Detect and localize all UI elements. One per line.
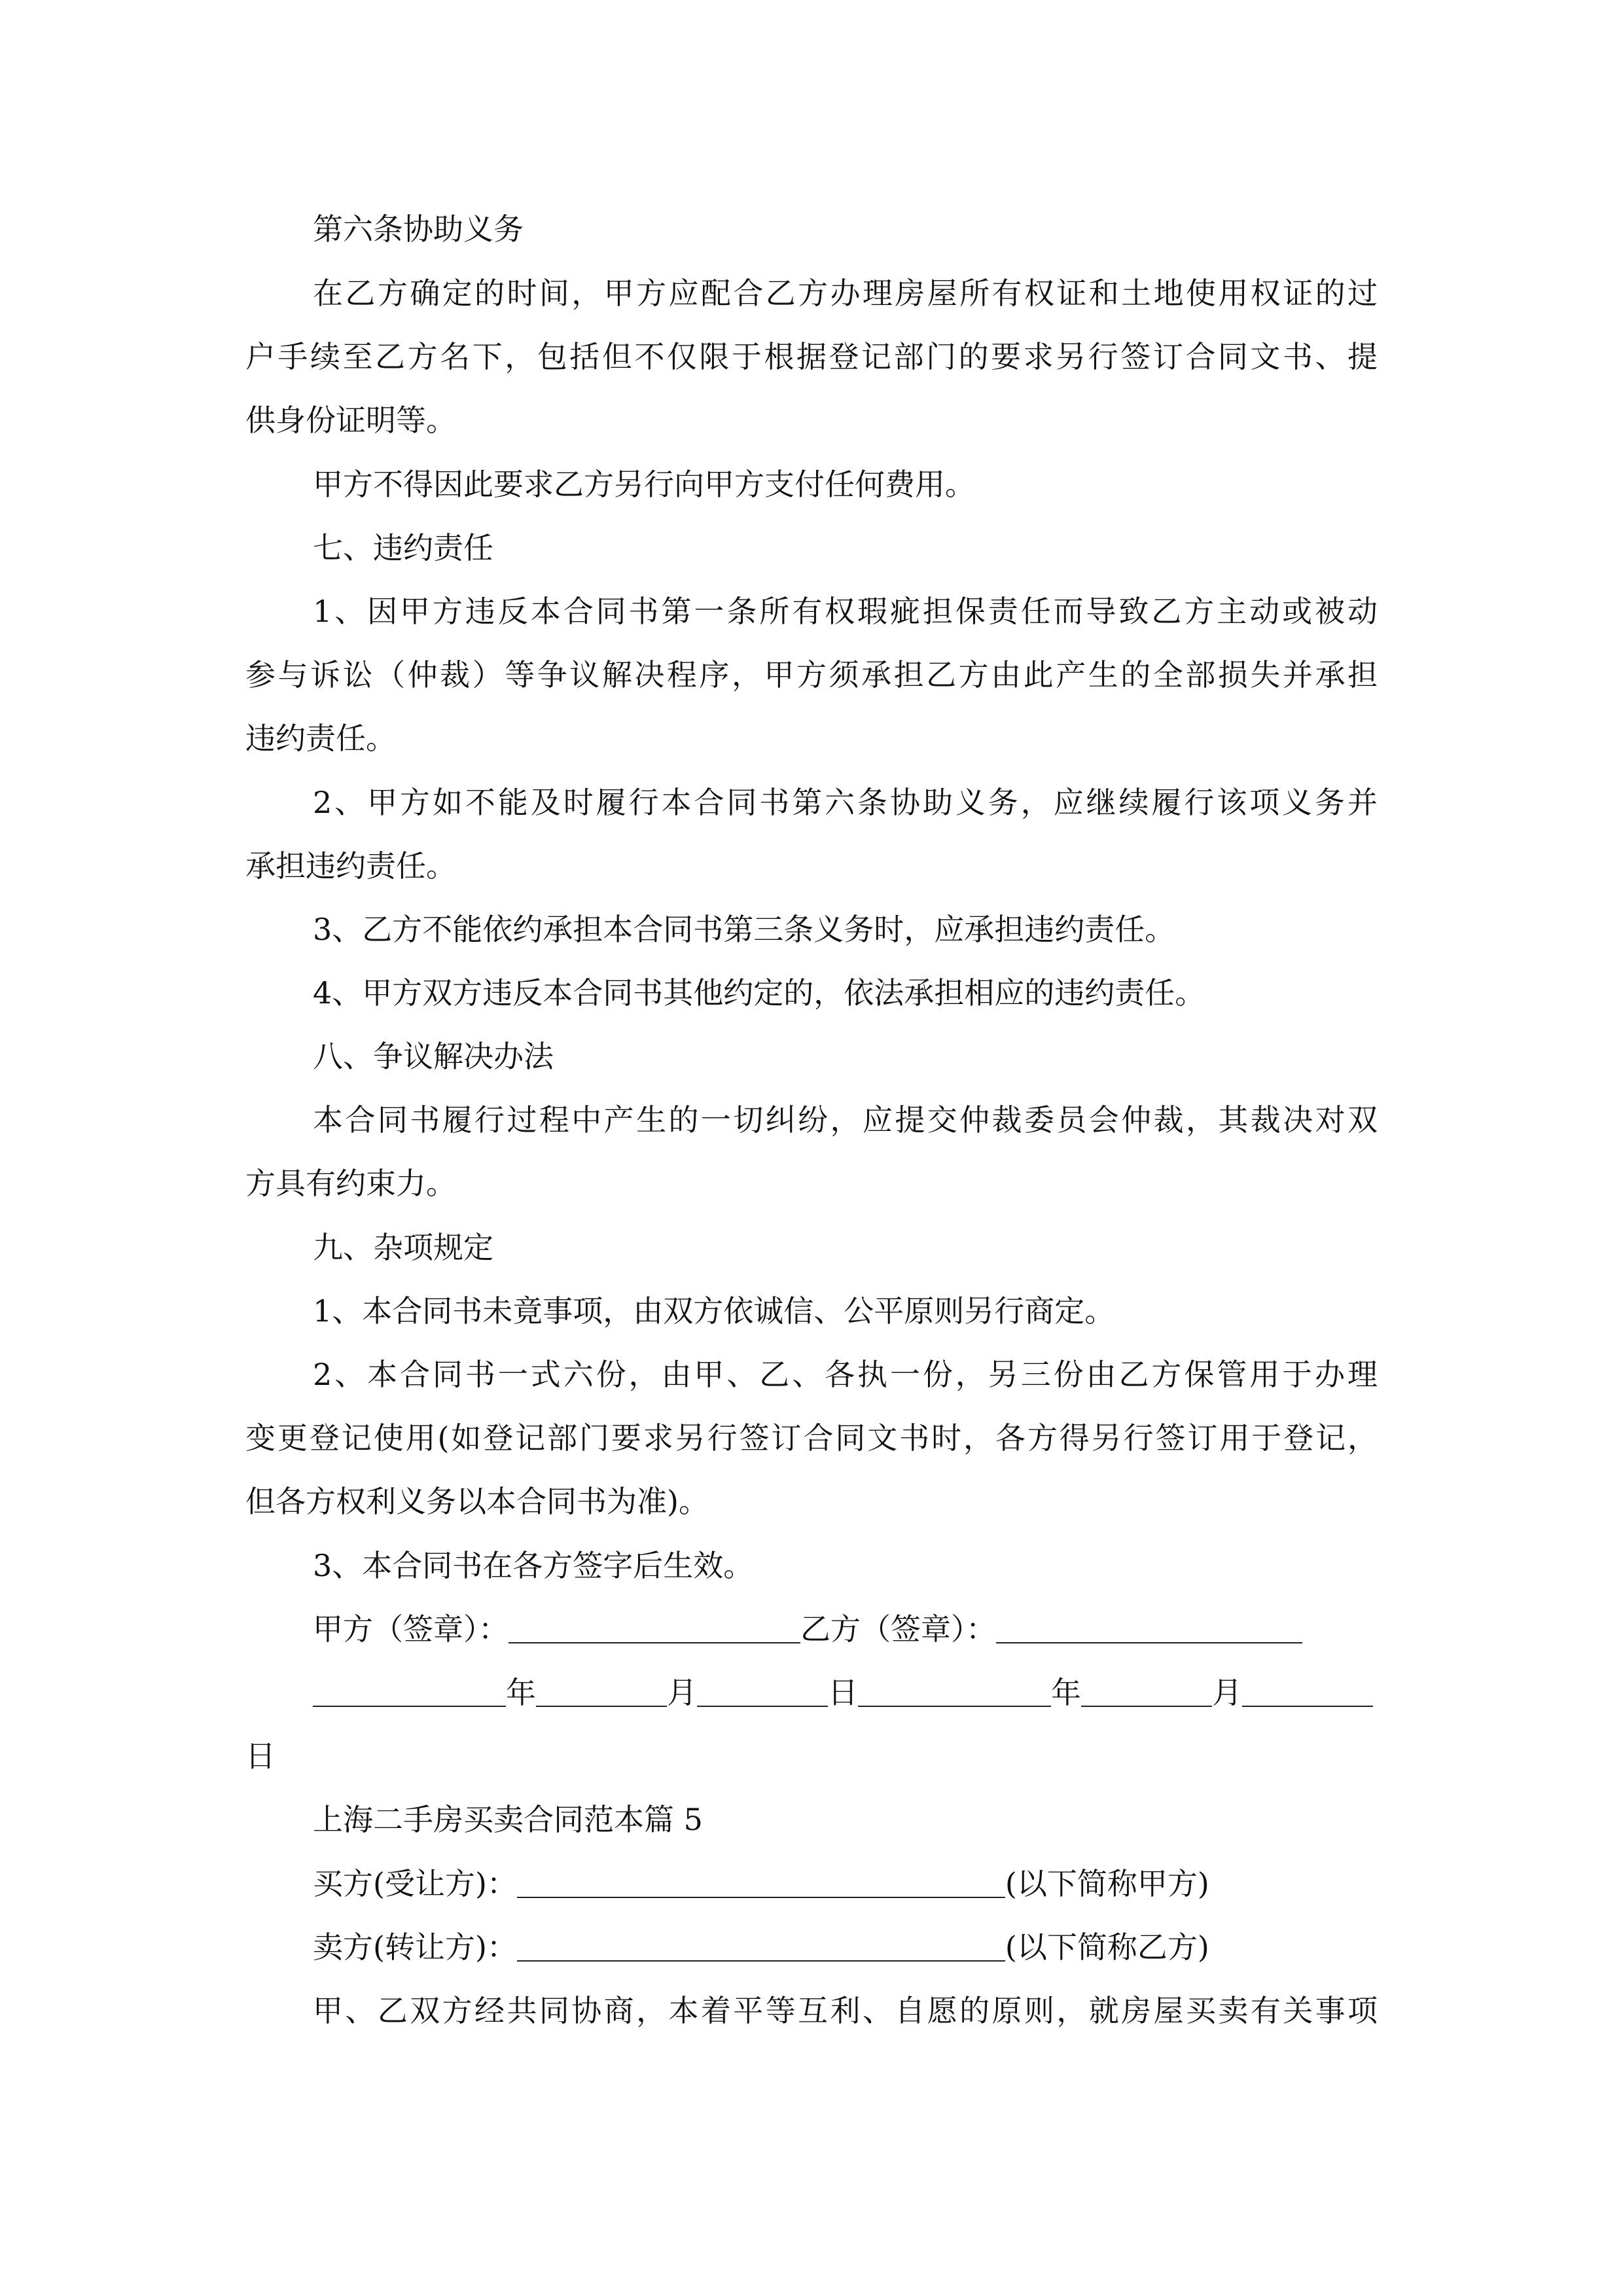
day-label-wrapped: 日 [245, 1738, 276, 1774]
article-6-paragraph-2: 甲方不得因此要求乙方另行向甲方支付任何费用。 [313, 467, 975, 502]
buyer-row [313, 1864, 1378, 1903]
section-9-title: 九、杂项规定 [313, 1230, 493, 1265]
section-7-item-line: 参与诉讼（仲裁）等争议解决程序，甲方须承担乙方由此产生的全部损失并承担 [245, 657, 1378, 692]
section-8-paragraph-line: 本合同书履行过程中产生的一切纠纷，应提交仲裁委员会仲裁，其裁决对双 [313, 1102, 1378, 1138]
article-6-title: 第六条协助义务 [313, 211, 524, 247]
next-contract-intro-line: 甲、乙双方经共同协商，本着平等互利、自愿的原则，就房屋买卖有关事项 [313, 1993, 1378, 2028]
party-a-signature-label: 甲方（签章）： [313, 1611, 508, 1647]
section-7-item-line: 1、因甲方违反本合同书第一条所有权瑕疵担保责任而导致乙方主动或被动 [313, 594, 1378, 629]
month-label: 月 [667, 1675, 697, 1710]
section-7-title: 七、违约责任 [313, 530, 493, 565]
article-6-paragraph-line: 供身份证明等。 [245, 403, 456, 438]
signature-row [313, 1609, 1378, 1649]
month-label: 月 [1212, 1675, 1242, 1710]
section-7-item-line: 承担违约责任。 [245, 848, 456, 884]
month-blank [1081, 1677, 1212, 1707]
section-7-item-4: 4、甲方双方违反本合同书其他约定的，依法承担相应的违约责任。 [313, 975, 1205, 1011]
year-label: 年 [506, 1675, 536, 1710]
party-a-signature-blank [508, 1613, 800, 1643]
section-8-paragraph-line: 方具有约束力。 [245, 1166, 456, 1201]
section-7-item-line: 2、甲方如不能及时履行本合同书第六条协助义务，应继续履行该项义务并 [313, 785, 1378, 820]
year-blank [858, 1677, 1051, 1707]
buyer-suffix: (以下简称甲方) [1005, 1866, 1209, 1901]
buyer-label: 买方(受让方)： [313, 1866, 517, 1901]
seller-blank [517, 1931, 1005, 1962]
day-label: 日 [828, 1675, 858, 1710]
party-b-signature-label: 乙方（签章）： [800, 1611, 996, 1647]
article-6-paragraph-line: 户手续至乙方名下，包括但不仅限于根据登记部门的要求另行签订合同文书、提 [245, 339, 1378, 374]
section-9-item-3: 3、本合同书在各方签字后生效。 [313, 1548, 754, 1583]
party-b-signature-blank [996, 1613, 1302, 1643]
section-7-item-3: 3、乙方不能依约承担本合同书第三条义务时，应承担违约责任。 [313, 912, 1175, 947]
section-9-item-line: 2、本合同书一式六份，由甲、乙、各执一份，另三份由乙方保管用于办理 [313, 1357, 1378, 1392]
seller-suffix: (以下简称乙方) [1005, 1929, 1209, 1965]
seller-label: 卖方(转让方)： [313, 1929, 517, 1965]
section-8-title: 八、争议解决办法 [313, 1039, 554, 1074]
day-blank [697, 1677, 828, 1707]
date-row [313, 1673, 1378, 1712]
day-blank [1242, 1677, 1373, 1707]
year-label: 年 [1051, 1675, 1081, 1710]
next-contract-title: 上海二手房买卖合同范本篇 5 [313, 1802, 703, 1837]
year-blank [313, 1677, 506, 1707]
section-9-item-line: 但各方权利义务以本合同书为准)。 [245, 1484, 709, 1519]
section-7-item-line: 违约责任。 [245, 721, 396, 756]
buyer-blank [517, 1868, 1005, 1898]
month-blank [536, 1677, 667, 1707]
section-9-item-1: 1、本合同书未竟事项，由双方依诚信、公平原则另行商定。 [313, 1293, 1115, 1329]
seller-row [313, 1928, 1378, 1967]
section-9-item-line: 变更登记使用(如登记部门要求另行签订合同文书时，各方得另行签订用于登记， [245, 1420, 1378, 1456]
article-6-paragraph-line: 在乙方确定的时间，甲方应配合乙方办理房屋所有权证和土地使用权证的过 [313, 276, 1378, 311]
